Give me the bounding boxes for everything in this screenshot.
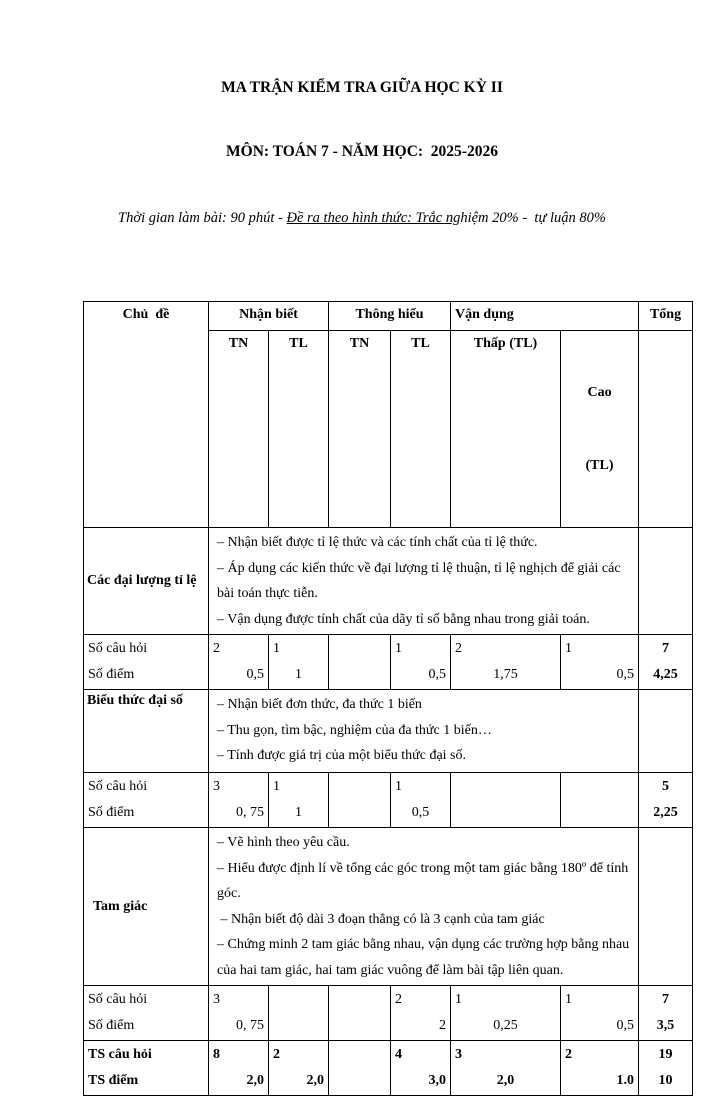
row-label-cell [84,773,209,828]
points-value: 2,0 [246,1073,264,1088]
header-nb-tn: TN [209,331,269,528]
points-value: 0, 75 [236,1018,264,1033]
questions-row-label: Số câu hỏi [88,992,148,1007]
topic-row-tam-giac [84,828,693,986]
info-pre-text: Thời gian làm bài: 90 phút - [118,210,287,226]
count-value: 1 [395,641,403,656]
criteria-bullet: – Tính được giá trị của một biểu thức đại số. [217,748,466,763]
count-value: 1 [273,779,280,794]
total-count-value: 7 [662,992,670,1007]
criteria-bullet: – Hiểu được định lí về tổng các góc trong một tam giác bằng 180º để tính góc. [217,860,632,901]
count-points-cell [209,773,269,828]
numbers-row [84,635,693,690]
topic-name-cell [84,828,209,986]
total-cell [639,773,693,828]
total-empty-cell [639,828,693,986]
count-points-cell [269,773,329,828]
header-nhan-biet: Nhận biết [209,302,329,331]
count-value: 3 [213,779,220,794]
topic-name-cell [84,690,209,773]
total-cell [639,1041,693,1096]
criteria-bullet: – Vẽ hình theo yêu cầu. [217,835,350,850]
count-value [273,987,324,1013]
count-value: 3 [213,992,220,1007]
header-vd-cao-line1: Cao [587,385,612,400]
total-count-value: 5 [662,779,670,794]
count-value [333,774,386,800]
topic-name: Biểu thức đại số [87,693,183,708]
points-value: 0, 75 [236,805,264,820]
count-points-cell [561,773,639,828]
header-th-tl: TL [391,331,451,528]
total-cell [639,986,693,1041]
points-value [333,1068,386,1094]
count-value [565,774,634,800]
doc-subtitle: MÔN: TOÁN 7 - NĂM HỌC: 2025-2026 [226,143,498,160]
total-cell [639,635,693,690]
count-points-cell [391,635,451,690]
points-value [273,1013,324,1039]
topic-criteria-cell [209,828,639,986]
total-points-value: 4,25 [653,667,678,682]
count-value: 2 [213,641,220,656]
points-value: 0,5 [246,667,264,682]
count-value: 2 [395,992,403,1007]
points-value: 0,5 [428,667,447,682]
points-value [455,800,556,826]
count-points-cell [451,986,561,1041]
count-points-cell [329,1041,391,1096]
row-label-cell [84,986,209,1041]
criteria-bullet: – Vận dụng được tính chất của dãy tỉ số bằng nhau trong giải toán. [217,611,590,627]
total-points-value: 3,5 [656,1018,675,1033]
topic-criteria-cell [209,528,639,635]
count-points-cell [561,1041,639,1096]
count-value [333,987,386,1013]
points-row-label: Số điểm [88,1018,135,1033]
total-count-value: 19 [658,1047,673,1062]
header-thong-hieu: Thông hiểu [329,302,451,331]
total-empty-cell [639,528,693,635]
count-value: 3 [455,1047,463,1062]
topic-name-cell [84,528,209,635]
points-value [333,1013,386,1039]
total-questions-row-label: TS câu hỏi [88,1047,152,1062]
topic-name: Các đại lượng tỉ lệ [87,573,197,588]
header-nb-tl: TL [269,331,329,528]
info-post-text: hiệm 20% - tự luận 80% [460,210,606,226]
questions-row-label: Số câu hỏi [88,779,148,794]
topic-row-bieu-thuc [84,690,693,773]
points-value: 1.0 [616,1073,635,1088]
total-count-value: 7 [662,641,670,656]
header-vd-thap: Thấp (TL) [451,331,561,528]
count-value: 1 [395,779,403,794]
count-value: 1 [455,992,463,1007]
topic-row-cac-dai-luong [84,528,693,635]
criteria-bullet: – Nhận biết được tỉ lệ thức và các tính chất của tỉ lệ thức. [217,535,538,550]
numbers-row [84,773,693,828]
criteria-bullet: – Áp dụng các kiến thức về đại lượng tỉ lệ thuận, tỉ lệ nghịch để giải các bài toán thực tiễn. [217,560,625,601]
count-value: 2 [273,1047,280,1062]
header-th-tn: TN [329,331,391,528]
row-label-cell [84,1041,209,1096]
info-underlined-text: Đề ra theo hình thức: Trắc ng [286,210,461,226]
points-value: 2,0 [496,1073,515,1088]
total-empty-cell [639,690,693,773]
row-label-cell [84,635,209,690]
count-value: 2 [455,641,463,656]
count-points-cell [451,1041,561,1096]
matrix-table [83,301,693,1096]
criteria-bullet: – Nhận biết độ dài 3 đoạn thẳng có là 3 cạnh của tam giác [217,911,545,927]
topic-name: Tam giác [93,898,148,914]
questions-row-label: Số câu hỏi [88,641,148,656]
count-value [333,636,386,662]
count-points-cell [391,773,451,828]
points-value: 0,5 [616,667,635,682]
count-points-cell [391,1041,451,1096]
points-value: 2,0 [306,1073,325,1088]
header-van-dung: Vận dụng [451,302,639,331]
total-points-value: 10 [658,1073,673,1088]
count-points-cell [209,1041,269,1096]
criteria-bullet: – Nhận biết đơn thức, đa thức 1 biến [217,697,422,712]
count-points-cell [269,635,329,690]
count-points-cell [269,986,329,1041]
criteria-bullet: – Thu gọn, tìm bậc, nghiệm của đa thức 1 biến… [217,722,492,738]
count-points-cell [329,773,391,828]
points-value: 0,5 [411,805,430,820]
count-points-cell [269,1041,329,1096]
points-value: 2 [439,1018,447,1033]
count-value [333,1042,386,1068]
points-value [565,800,634,826]
points-row-label: Số điểm [88,805,135,820]
count-points-cell [391,986,451,1041]
count-points-cell [209,635,269,690]
points-value: 1 [295,805,302,820]
totals-row [84,1041,693,1096]
count-value: 8 [213,1047,220,1062]
points-value [333,662,386,688]
doc-info-line [0,208,724,228]
count-value: 2 [565,1047,573,1062]
criteria-bullet: – Chứng minh 2 tam giác bằng nhau, vận dụng các trường hợp bằng nhau của hai tam giác, hai tam giác vuông để làm bài tập liên quan. [217,937,633,978]
count-value: 1 [565,992,573,1007]
count-points-cell [561,635,639,690]
count-points-cell [561,986,639,1041]
total-points-value: 2,25 [653,805,678,820]
doc-title: MA TRẬN KIỂM TRA GIỮA HỌC KỲ II [221,79,503,96]
count-value [455,774,556,800]
header-tong-empty-cell [639,331,693,528]
header-vd-cao-line2: (TL) [585,458,614,473]
numbers-row [84,986,693,1041]
count-value: 1 [565,641,573,656]
count-points-cell [329,986,391,1041]
count-points-cell [329,635,391,690]
points-value: 0,25 [493,1018,518,1033]
points-value: 3,0 [428,1073,447,1088]
points-row-label: Số điểm [88,667,135,682]
document-header [0,0,724,264]
points-value: 0,5 [616,1018,635,1033]
count-points-cell [451,773,561,828]
header-vd-cao [561,331,639,528]
points-value: 1 [295,667,302,682]
count-value: 4 [395,1047,403,1062]
count-points-cell [209,986,269,1041]
points-value: 1,75 [493,667,518,682]
header-topic: Chủ đề [84,302,209,528]
header-row-groups [84,302,693,331]
count-points-cell [451,635,561,690]
header-tong: Tổng [639,302,693,331]
points-value [333,800,386,826]
count-value: 1 [273,641,280,656]
total-points-row-label: TS điểm [88,1073,139,1088]
topic-criteria-cell [209,690,639,773]
